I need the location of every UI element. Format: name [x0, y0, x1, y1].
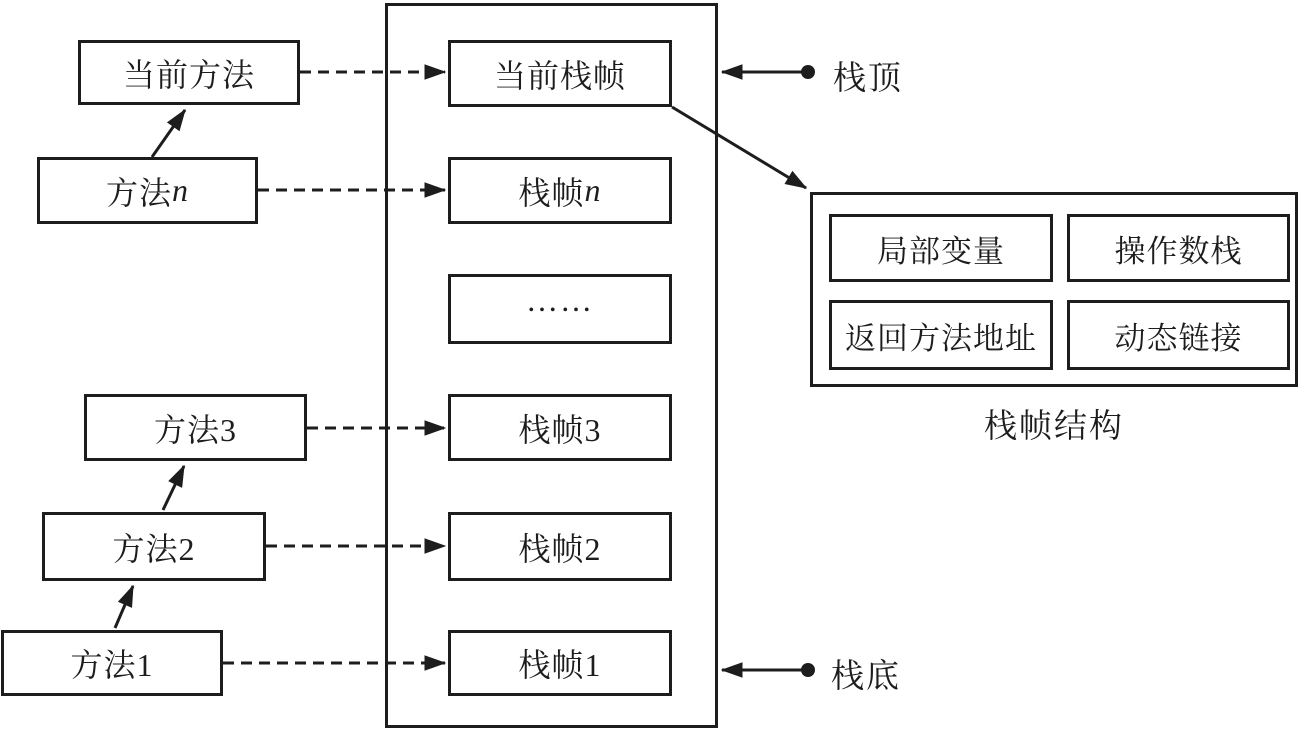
- frame-n-box: [448, 157, 672, 224]
- operand-stack-cell: [1067, 214, 1290, 282]
- stack-top-label: 栈顶: [833, 61, 903, 97]
- operand-stack-label: 操作数栈: [1114, 233, 1243, 269]
- frame-2-label: 栈帧2: [518, 530, 602, 567]
- method-1-label: 方法1: [70, 647, 154, 683]
- stack-container: [385, 3, 718, 728]
- dynamic-link-cell: [1067, 300, 1290, 370]
- local-variables-label: 局部变量: [877, 233, 1005, 269]
- method-n-suffix: n: [172, 172, 189, 208]
- frame-structure-box: [810, 192, 1298, 387]
- method-n-box: [37, 157, 258, 224]
- method-2-label: 方法2: [112, 530, 196, 567]
- current-frame-box: [448, 40, 672, 107]
- call-arrow-method-n-to-current-method: [152, 110, 185, 157]
- frame-structure-caption: 栈帧结构: [984, 409, 1124, 445]
- stack-top-dot: [801, 65, 815, 79]
- call-arrow-method-2-to-method-3: [163, 466, 184, 510]
- current-method-label: 当前方法: [122, 56, 255, 93]
- method-n-label: 方法: [105, 174, 172, 211]
- current-method-box: [78, 40, 300, 105]
- frame-3-label: 栈帧3: [518, 411, 602, 448]
- current-frame-label: 当前栈帧: [493, 57, 626, 94]
- stack-bottom-dot: [801, 663, 815, 677]
- method-3-box: [84, 394, 307, 461]
- ellipsis-label: ……: [526, 281, 594, 318]
- frame-n-suffix: n: [584, 172, 602, 208]
- return-method-address-cell: [829, 300, 1053, 370]
- ellipsis-box: [448, 274, 672, 344]
- return-method-address-label: 返回方法地址: [845, 320, 1037, 356]
- frame-3-box: [448, 394, 672, 461]
- method-1-box: [1, 630, 223, 696]
- method-2-box: [42, 512, 266, 581]
- stack-bottom-label: 栈底: [831, 659, 901, 695]
- frame-2-box: [448, 512, 672, 581]
- frame-n-label: 栈帧: [518, 174, 585, 211]
- dynamic-link-label: 动态链接: [1114, 320, 1243, 356]
- method-3-label: 方法3: [153, 411, 237, 448]
- frame-1-box: [448, 630, 672, 696]
- frame-1-label: 栈帧1: [518, 647, 602, 683]
- call-arrow-method-1-to-method-2: [115, 586, 133, 628]
- local-variables-cell: [829, 214, 1053, 282]
